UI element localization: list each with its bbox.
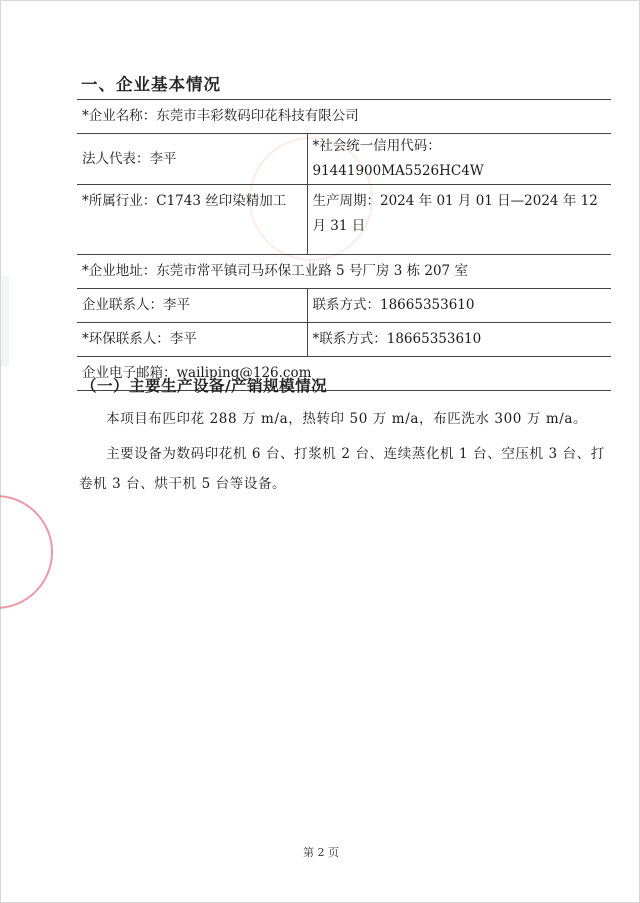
section-heading: 一、企业基本情况 — [81, 75, 221, 94]
company-info-table — [77, 99, 611, 391]
legal-rep-cell: 法人代表：李平 — [77, 134, 307, 185]
table-row — [77, 100, 611, 134]
contact-person-cell: 企业联系人：李平 — [77, 289, 307, 323]
credit-code-cell: *社会统一信用代码：91441900MA5526HC4W — [307, 134, 611, 185]
page-number: 第 2 页 — [303, 846, 339, 859]
table-row — [77, 185, 611, 255]
company-name-cell: *企业名称：东莞市丰彩数码印花科技有限公司 — [77, 100, 611, 134]
contact-phone-cell: 联系方式：18665353610 — [307, 289, 611, 323]
table-row — [77, 289, 611, 323]
subsection-title: （一）主要生产设备/产销规模情况 — [81, 377, 328, 395]
scan-edge-mark — [1, 276, 9, 366]
equipment-paragraph: 主要设备为数码印花机 6 台、打浆机 2 台、连续蒸化机 1 台、空压机 3 台、打卷机 3 台、烘干机 5 台等设备。 — [79, 446, 605, 492]
production-scale-paragraph: 本项目布匹印花 288 万 m/a，热转印 50 万 m/a，布匹洗水 300 万 m/a。 — [106, 411, 588, 427]
email-cell: 企业电子邮箱：wailiping@126.com — [77, 357, 611, 391]
production-period-cell: 生产周期：2024 年 01 月 01 日—2024 年 12 月 31 日 — [307, 185, 611, 255]
address-cell: *企业地址：东莞市常平镇司马环保工业路 5 号厂房 3 栋 207 室 — [77, 255, 611, 289]
table-row — [77, 323, 611, 357]
table-row — [77, 134, 611, 185]
env-contact-person-cell: *环保联系人：李平 — [77, 323, 307, 357]
industry-cell: *所属行业：C1743 丝印染精加工 — [77, 185, 307, 255]
env-contact-phone-cell: *联系方式：18665353610 — [307, 323, 611, 357]
red-seal-stamp — [0, 495, 53, 609]
table-row — [77, 255, 611, 289]
